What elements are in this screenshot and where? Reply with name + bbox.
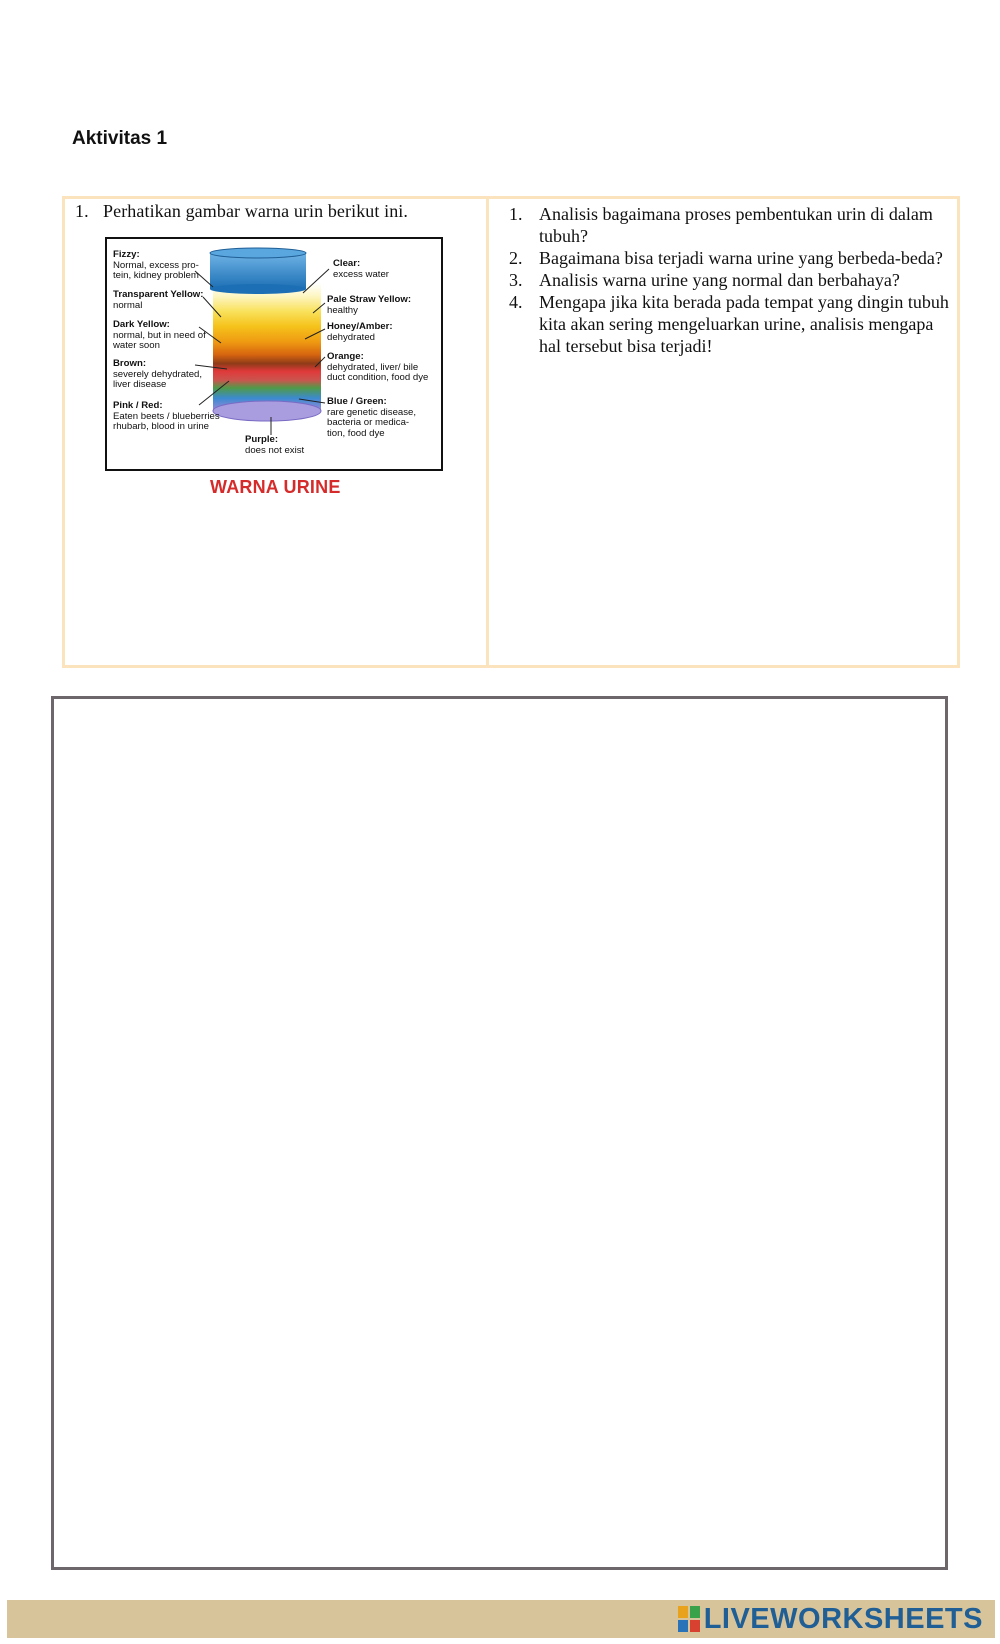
- table-cell-questions: [489, 199, 957, 665]
- label-clear: Clear: excess water: [333, 258, 389, 280]
- label-pale-straw-yellow: Pale Straw Yellow: healthy: [327, 294, 412, 316]
- jar-bottom: [213, 401, 321, 421]
- label-blue-green: Blue / Green: rare genetic disease, bacteria or medica- tion, food dye: [327, 396, 417, 439]
- liveworksheets-logo-icon: [678, 1606, 700, 1632]
- jar-cap-rim: [210, 284, 306, 294]
- brand: [678, 1603, 983, 1635]
- figure-title: WARNA URINE: [210, 477, 341, 497]
- urine-color-figure: [105, 237, 443, 471]
- footer-bar: [7, 1600, 995, 1638]
- label-orange: Orange: dehydrated, liver/ bile duct condition, food dye: [327, 351, 429, 383]
- label-dark-yellow: Dark Yellow: normal, but in need of water soon: [113, 319, 206, 351]
- label-honey-amber: Honey/Amber: dehydrated: [327, 321, 393, 343]
- activity-table: [62, 196, 960, 668]
- label-transparent-yellow: Transparent Yellow: normal: [113, 289, 204, 311]
- task-instruction: [75, 201, 408, 222]
- answer-box[interactable]: [51, 696, 948, 1570]
- question-item: 2. Bagaimana bisa terjadi warna urine yang berbeda-beda?: [509, 248, 943, 268]
- label-brown: Brown: severely dehydrated, liver disease: [113, 358, 203, 390]
- label-pink-red: Pink / Red: Eaten beets / blueberries rhubarb, blood in urine: [113, 400, 220, 432]
- task-text: Perhatikan gambar warna urin berikut ini.: [103, 201, 409, 221]
- label-purple: Purple: does not exist: [245, 434, 305, 456]
- question-item: 4. Mengapa jika kita berada pada tempat yang dingin tubuh kita akan sering mengeluarkan urine, analisis mengapa hal tersebut bisa terjadi!: [509, 292, 949, 356]
- question-item: 1. Analisis bagaimana proses pembentukan urin di dalam tubuh?: [509, 204, 933, 246]
- question-item: 3. Analisis warna urine yang normal dan berbahaya?: [509, 270, 900, 290]
- label-fizzy: Fizzy: Normal, excess pro- tein, kidney problem: [113, 249, 199, 281]
- table-cell-figure: [65, 199, 489, 665]
- jar-body: [213, 283, 321, 411]
- jar-cap-top: [210, 248, 306, 258]
- task-number: 1.: [75, 201, 89, 221]
- brand-name: LIVEWORKSHEETS: [703, 1602, 983, 1635]
- activity-heading: Aktivitas 1: [72, 128, 168, 149]
- question-list: [509, 203, 957, 357]
